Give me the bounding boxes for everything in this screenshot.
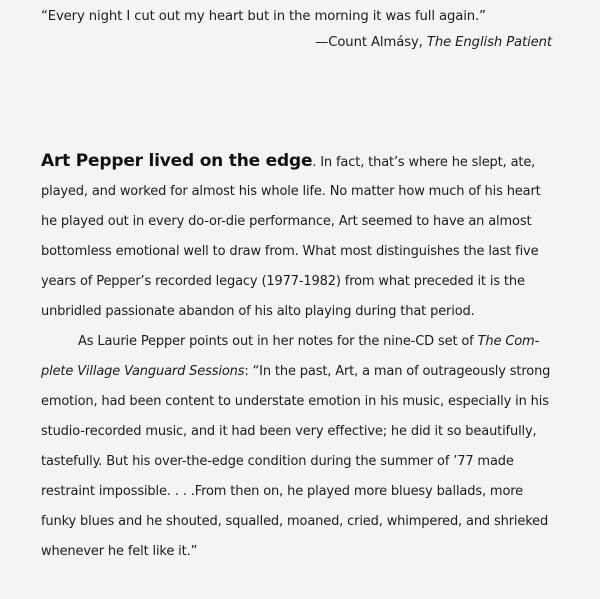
body-line: studio-recorded music, and it had been very effective; he did it so beautifully, [41,424,537,439]
body-text-segment: As Laurie Pepper points out in her notes for the nine-CD set of [78,334,478,349]
body-line: he played out in every do-or-die performance, Art seemed to have an almost [41,214,532,229]
body-line [41,364,550,379]
body-line: whenever he felt like it.” [41,544,198,559]
body-line: tastefully. But his over-the-edge condition during the summer of ’77 made [41,454,514,469]
body-text-segment: . In fact, that’s where he slept, ate, [312,155,536,170]
body-line: years of Pepper’s recorded legacy (1977-1982) from what preceded it is the [41,274,525,289]
album-title: plete Village Vanguard Sessions [41,364,245,379]
body-line: emotion, had been content to understate emotion in his music, especially in his [41,394,549,409]
epigraph-attribution [315,35,552,50]
album-title: The Com- [477,334,540,349]
body-line: unbridled passionate abandon of his alto playing during that period. [41,304,475,319]
epigraph-quote: “Every night I cut out my heart but in the morning it was full again.” [41,9,486,24]
attribution-work: The English Patient [426,35,552,50]
attribution-name: —Count Almásy, [315,35,427,50]
body-line [78,334,539,349]
section-heading: Art Pepper lived on the edge [41,151,313,171]
body-text-segment: : “In the past, Art, a man of outrageously strong [244,364,551,379]
body-line: restraint impossible. . . .From then on, he played more bluesy ballads, more [41,484,524,499]
body-line: funky blues and he shouted, squalled, moaned, cried, whimpered, and shrieked [41,514,549,529]
body-line [41,151,535,171]
body-line: played, and worked for almost his whole life. No matter how much of his heart [41,184,541,199]
body-line: bottomless emotional well to draw from. What most distinguishes the last five [41,244,539,259]
